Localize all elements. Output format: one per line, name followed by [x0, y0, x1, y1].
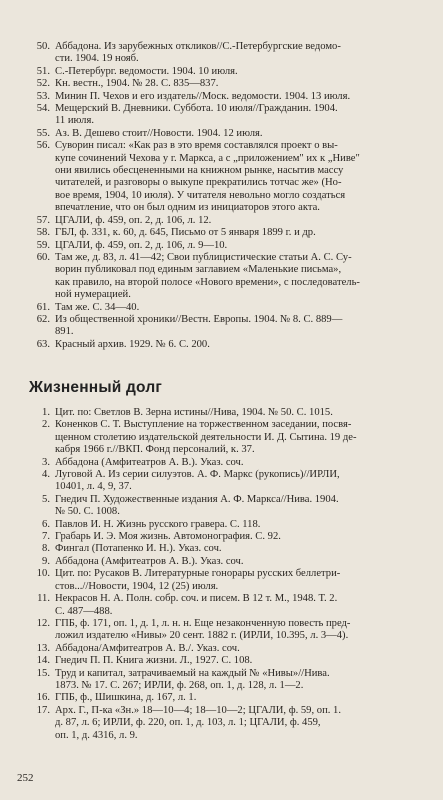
footnote-number: 14. [36, 655, 50, 667]
footnote-text: ЦГАЛИ, ф. 459, оп. 2, д. 106, л. 12. [55, 214, 212, 226]
footnote [0, 78, 443, 90]
footnote [0, 556, 443, 568]
footnote [0, 494, 443, 519]
footnote-number: 10. [36, 568, 50, 580]
footnote-text: Аббадона/Амфитеатров А. В./. Указ. соч. [55, 642, 240, 654]
footnote-number: 60. [36, 251, 50, 263]
footnote [0, 41, 443, 66]
footnote-number: 13. [36, 642, 50, 654]
footnote-number: 59. [36, 239, 50, 251]
footnote-number: 55. [36, 127, 50, 139]
footnote-number: 54. [36, 103, 50, 115]
page-number: 252 [17, 772, 34, 784]
footnote [0, 240, 443, 252]
footnote-text: Труд и капитал, затрачиваемый на каждый № «Нивы»//Нива. 1873. № 17. С. 267; ИРЛИ, ф. 268, оп. 1, д. 128, л. 1—2. [55, 667, 330, 691]
footnote-number: 5. [42, 493, 50, 505]
footnote [0, 469, 443, 494]
footnote-text: Мещерский В. Дневники. Суббота. 10 июля//Гражданин. 1904. 11 июля. [55, 103, 338, 127]
footnote-text: Арх. Г., П-ка «Зн.» 18—10—4; 18—10—2; ЦГАЛИ, ф. 59, оп. 1. д. 87, л. 6; ИРЛИ, ф. 220, оп. 1, д. 103, л. 1; ЦГАЛИ, ф. 459, оп. 1, д. 4316, л. 9. [55, 704, 341, 741]
footnote-text: Аббадона. Из зарубежных откликов//С.-Петербургские ведомо- сти. 1904. 19 нояб. [55, 41, 341, 65]
footnote [0, 457, 443, 469]
footnote-text: Коненков С. Т. Выступление на торжественном заседании, посвя- щенном столетию издательской деятельности И. Д. Сытина. 19 де- кабря 1966 г.//ВКП. Фонд персоналий, к. 37. [55, 419, 357, 456]
footnote-text: Там же, д. 83, л. 41—42; Свои публицистические статьи А. С. Су- ворин публиковал под единым заглавием «Маленькие письма», как правило, на второй полосе «Нового времени», с последователь- ной нумерацией. [55, 251, 360, 301]
footnote-number: 8. [42, 543, 50, 555]
footnote [0, 618, 443, 643]
footnote [0, 215, 443, 227]
footnote [0, 668, 443, 693]
footnote [0, 705, 443, 742]
footnote-text: ГПБ, ф. 171, оп. 1, д. 1, л. н. н. Еще незаконченную повесть пред- ложил издателю «Нивы» 20 сент. 1882 г. (ИРЛИ, 10.395, л. 3—4). [55, 617, 351, 642]
footnote-number: 57. [36, 214, 50, 226]
footnote-number: 16. [36, 692, 50, 704]
footnote [0, 91, 443, 103]
footnote [0, 252, 443, 302]
footnote-number: 62. [36, 313, 50, 325]
footnote-text: Там же. С. 34—40. [55, 301, 140, 313]
footnote [0, 407, 443, 419]
footnote [0, 519, 443, 531]
footnote-number: 17. [36, 704, 50, 716]
footnote-text: Кн. вестн., 1904. № 28. С. 835—837. [55, 78, 219, 90]
footnote-number: 52. [36, 78, 50, 90]
footnote [0, 227, 443, 239]
section-heading: Жизненный долг [29, 379, 163, 396]
footnote [0, 692, 443, 704]
footnote-text: Из общественной хроники//Вестн. Европы. 1904. № 8. С. 889— 891. [55, 313, 343, 338]
notes-list-top [0, 41, 443, 351]
footnote-text: Цит. по: Светлов В. Зерна истины//Нива, 1904. № 50. С. 1015. [55, 407, 333, 418]
footnote-text: Некрасов Н. А. Полн. собр. соч. и писем. В 12 т. М., 1948. Т. 2. С. 487—488. [55, 593, 338, 617]
footnote [0, 531, 443, 543]
footnote-text: С.-Петербург. ведомости. 1904. 10 июля. [55, 65, 238, 77]
footnote-text: ГПБ, ф., Шишкина, д. 167, л. 1. [55, 692, 197, 704]
footnote-number: 9. [42, 555, 50, 567]
footnote-text: Гнедич П. П. Книга жизни. Л., 1927. С. 108. [55, 655, 253, 667]
footnote-text: ГБЛ, ф. 331, к. 60, д. 645, Письмо от 5 января 1899 г. и др. [55, 227, 316, 239]
footnote [0, 339, 443, 351]
footnote-number: 4. [42, 469, 50, 481]
footnote-text: Суворин писал: «Как раз в это время составлялся проект о вы- купе сочинений Чехова у г. Маркса, а с „приложением" их к „Ниве" они явились обесцененными на книжном рынке, насытив массу читателей, и разговоры о выкупе прекратились тотчас же» (Но- вое время, 1904, 10 июля). У читателя невольно могло создаться впечатление, что он был одним из инициаторов этого акта. [55, 140, 360, 214]
footnote-number: 11. [37, 593, 50, 605]
footnote-text: Цит. по: Русаков В. Литературные гонорары русских беллетри- стов...//Новости, 1904, 12 (25) июля. [55, 568, 341, 592]
footnote [0, 314, 443, 339]
footnote-number: 63. [36, 338, 50, 350]
footnote-number: 15. [36, 667, 50, 679]
notes-list-bottom [0, 407, 443, 742]
footnote-number: 56. [36, 140, 50, 152]
footnote-text: ЦГАЛИ, ф. 459, оп. 2, д. 106, л. 9—10. [55, 239, 228, 251]
footnote [0, 302, 443, 314]
footnote-number: 1. [42, 407, 50, 418]
footnote-number: 53. [36, 90, 50, 102]
footnote [0, 593, 443, 618]
footnote-number: 6. [42, 518, 50, 530]
footnote [0, 140, 443, 214]
footnote [0, 66, 443, 78]
footnote-number: 51. [36, 65, 50, 77]
footnote [0, 568, 443, 593]
footnote-text: Грабарь И. Э. Моя жизнь. Автомонография. С. 92. [55, 531, 281, 543]
footnote-number: 58. [36, 227, 50, 239]
footnote-text: Аббадона (Амфитеатров А. В.). Указ. соч. [55, 456, 244, 468]
footnote [0, 655, 443, 667]
footnote-number: 7. [42, 531, 50, 543]
footnote-text: Павлов И. Н. Жизнь русского гравера. С. 118. [55, 518, 261, 530]
footnote-number: 61. [36, 301, 50, 313]
footnote-text: Аз. В. Дешево стоит//Новости. 1904. 12 июля. [55, 127, 263, 139]
footnote-text: Гнедич П. Художественные издания А. Ф. Маркса//Нива. 1904. № 50. С. 1008. [55, 493, 339, 518]
footnote [0, 419, 443, 456]
footnote-number: 50. [36, 41, 50, 52]
footnote-number: 2. [42, 419, 50, 431]
footnote-text: Аббадона (Амфитеатров А. В.). Указ. соч. [55, 555, 244, 567]
footnote-text: Минин П. Чехов и его издатель//Моск. ведомости. 1904. 13 июля. [55, 90, 351, 102]
footnote-text: Луговой А. Из серии силуэтов. А. Ф. Маркс (рукопись)//ИРЛИ, 10401, л. 4, 9, 37. [55, 469, 340, 493]
footnote-number: 3. [42, 456, 50, 468]
footnote-text: Красный архив. 1929. № 6. С. 200. [55, 338, 210, 350]
footnote [0, 543, 443, 555]
footnote-text: Фингал (Потапенко И. Н.). Указ. соч. [55, 543, 222, 555]
footnote-number: 12. [36, 617, 50, 629]
footnote [0, 103, 443, 128]
footnote [0, 128, 443, 140]
footnote [0, 643, 443, 655]
